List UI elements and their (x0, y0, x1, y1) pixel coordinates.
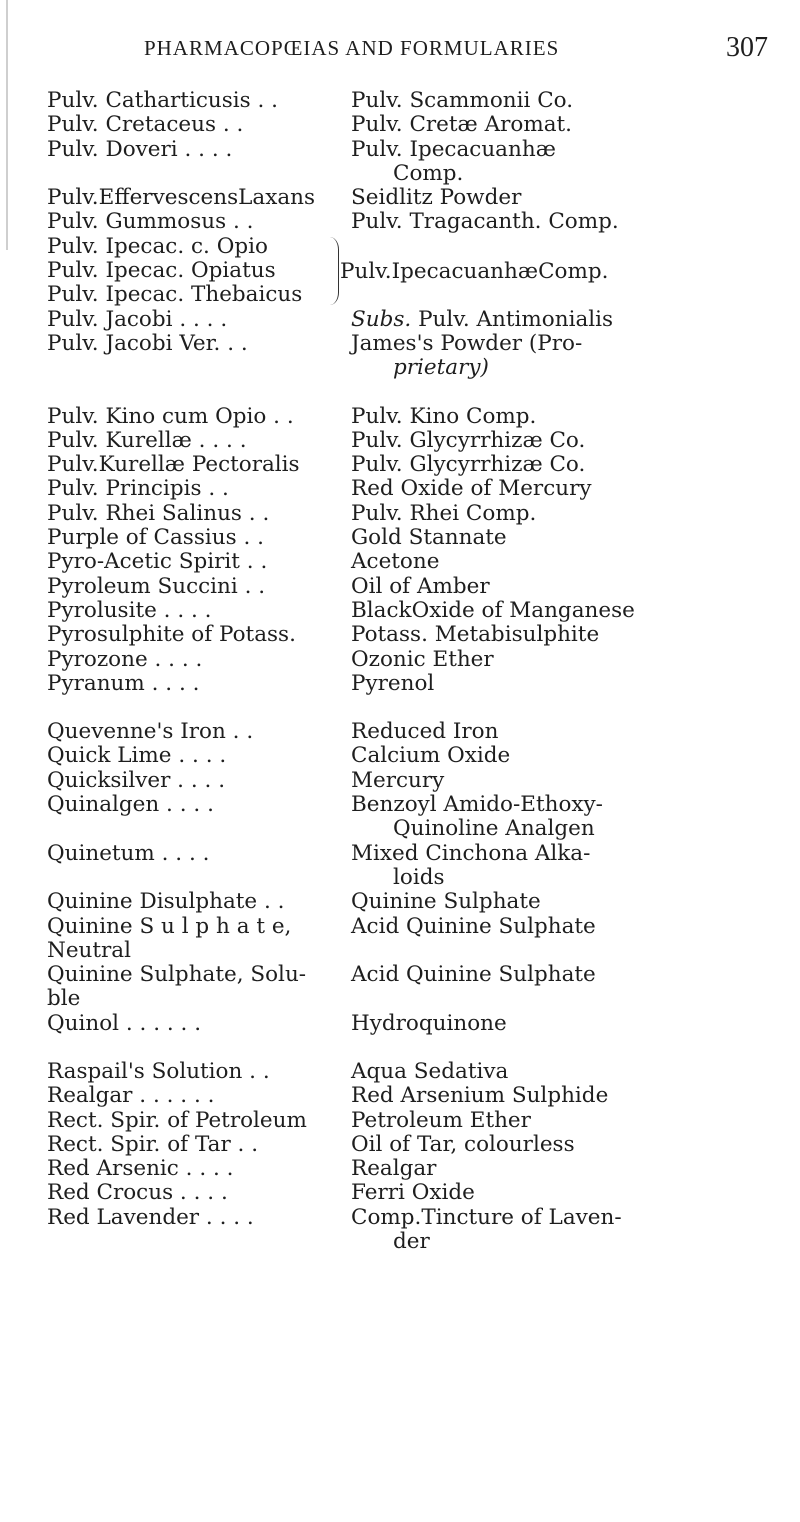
entry-equivalent: Petroleum Ether (351, 1107, 531, 1133)
entry-term: Pyrozone . . . . (47, 646, 203, 672)
entry-row (0, 1060, 800, 1084)
entry-equivalent: Pulv. Rhei Comp. (351, 500, 537, 526)
entry-equivalent: Pulv. Tragacanth. Comp. (351, 209, 619, 235)
entry-equivalent: Ferri Oxide (351, 1180, 475, 1206)
entry-term: Pyrolusite . . . . (47, 597, 212, 623)
page-header (60, 34, 772, 70)
entry-row (0, 599, 800, 623)
entry-equivalent: Reduced Iron (351, 719, 499, 745)
entry-equivalent: Gold Stannate (351, 525, 507, 551)
entry-equivalent-line: Pulv. Ipecacuanhæ (351, 136, 556, 162)
entry-term (0, 963, 351, 1012)
entry-equivalent: Acid Quinine Sulphate (351, 913, 596, 939)
entry-equivalent: Quinine Sulphate (351, 889, 541, 915)
entry-equivalent: Seidlitz Powder (351, 185, 522, 211)
entry-equivalent: Calcium Oxide (351, 743, 511, 769)
entry-equivalent: Realgar (351, 1156, 437, 1182)
entry-equivalent: Pulv. Glycyrrhizæ Co. (351, 452, 586, 478)
entry-term: Pyroleum Succini . . (47, 573, 266, 599)
entry-equivalent: Mercury (351, 767, 445, 793)
entry-term: Quevenne's Iron . . (47, 719, 254, 745)
entry-term: Pyranum . . . . (47, 670, 200, 696)
entry-row (0, 429, 800, 453)
entry-term: Pulv.Kurellæ Pectoralis (47, 452, 300, 478)
entry-row (0, 623, 800, 647)
entry-equivalent: Pulv. Glycyrrhizæ Co. (351, 427, 586, 453)
entry-term: Rect. Spir. of Tar . . (47, 1131, 259, 1157)
entry-term: Purple of Cassius . . (47, 525, 264, 551)
entry-term: Pulv.EffervescensLaxans (47, 185, 316, 211)
entry-term-line: Quinine Sulphate, Solu- (47, 962, 307, 988)
entry-equivalent (351, 138, 800, 187)
entry-term: Red Crocus . . . . (47, 1180, 228, 1206)
entry-row (0, 842, 800, 891)
entry-term: Pulv. Rhei Salinus . . (47, 500, 270, 526)
entry-term: Pulv. Jacobi . . . . (47, 306, 228, 332)
entry-row (0, 186, 800, 210)
entry-term: Red Arsenic . . . . (47, 1156, 234, 1182)
entry-row (0, 648, 800, 672)
entry-equivalent-line: James's Powder (Pro- (351, 330, 583, 356)
entry-term: Quinol . . . . . . (47, 1010, 202, 1036)
entry-row (0, 793, 800, 842)
entry-term: Pulv. Ipecac. Thebaicus (47, 282, 303, 308)
entry-equivalent (351, 842, 800, 891)
entry-row (0, 1109, 800, 1133)
entry-equivalent-line: Mixed Cinchona Alka- (351, 840, 591, 866)
entry-term: Realgar . . . . . . (47, 1083, 215, 1109)
entry-list (0, 89, 800, 1254)
entry-term: Raspail's Solution . . (47, 1058, 270, 1084)
entry-row (0, 963, 800, 1012)
entry-term (0, 915, 351, 964)
entry-equivalent (351, 308, 800, 332)
entry-equivalent-line: prietary) (393, 355, 489, 381)
entry-row (0, 502, 800, 526)
entry-equivalent: Red Arsenium Sulphide (351, 1083, 609, 1109)
entry-row (0, 477, 800, 501)
entry-row (0, 1206, 800, 1255)
entry-row (0, 308, 800, 332)
entry-term: Quicksilver . . . . (47, 767, 226, 793)
entry-term-line: ble (47, 986, 81, 1012)
entry-row (0, 138, 800, 187)
entry-equivalent: Ozonic Ether (351, 646, 494, 672)
entry-equivalent: BlackOxide of Manganese (351, 597, 635, 623)
entry-equivalent (351, 1206, 800, 1255)
entry-equivalent-line: Comp.Tincture of Laven- (351, 1204, 622, 1230)
entry-equivalent: Hydroquinone (351, 1010, 507, 1036)
entry-row (0, 1012, 800, 1036)
entry-row (0, 575, 800, 599)
entry-term: Pulv. Kino cum Opio . . (47, 403, 294, 429)
page-number: 307 (726, 32, 768, 63)
entry-equivalent: Red Oxide of Mercury (351, 476, 592, 502)
entry-equivalent: Aqua Sedativa (351, 1058, 509, 1084)
entry-equivalent: Pulv. Cretæ Aromat. (351, 112, 573, 138)
entry-row (0, 769, 800, 793)
entry-row (0, 915, 800, 964)
running-head: PHARMACOPŒIAS AND FORMULARIES (144, 36, 560, 60)
entry-equivalent: Pulv. Scammonii Co. (351, 88, 574, 113)
brace-symbol (330, 237, 339, 305)
entry-term: Quinalgen . . . . (47, 792, 214, 818)
entry-equivalent (351, 332, 800, 381)
subs-label: Subs. (351, 306, 412, 332)
entry-equivalent: Pyrenol (351, 670, 435, 696)
entry-term: Pulv. Ipecac. c. Opio (47, 233, 268, 259)
entry-row (0, 1133, 800, 1157)
entry-term: Quinine Disulphate . . (47, 889, 285, 915)
entry-equivalent: Oil of Tar, colourless (351, 1131, 575, 1157)
entry-row (0, 283, 800, 307)
entry-equivalent: Oil of Amber (351, 573, 490, 599)
entry-equivalent-line: Quinoline Analgen (393, 816, 595, 842)
entry-row (0, 332, 800, 381)
entry-equivalent-text: Pulv. Antimonialis (418, 306, 614, 332)
entry-term: Pulv. Gummosus . . (47, 209, 254, 235)
entry-term: Pulv. Doveri . . . . (47, 136, 233, 162)
entry-row (0, 405, 800, 429)
entry-row (0, 235, 800, 259)
entry-equivalent: Pulv. Kino Comp. (351, 403, 537, 429)
entry-term: Red Lavender . . . . (47, 1204, 254, 1230)
entry-row (0, 1157, 800, 1181)
entry-row (0, 550, 800, 574)
entry-term: Pulv. Catharticusis . . (47, 88, 278, 113)
entry-row (0, 672, 800, 696)
entry-equivalent: Acid Quinine Sulphate (351, 962, 596, 988)
entry-term: Pulv. Cretaceus . . (47, 112, 244, 138)
entry-term: Pyro-Acetic Spirit . . (47, 549, 268, 575)
entry-row (0, 210, 800, 234)
entry-equivalent-line: der (393, 1229, 430, 1255)
entry-term-line: Quinine S u l p h a t e, (47, 913, 292, 939)
entry-equivalent-line: loids (393, 864, 445, 890)
entry-equivalent (351, 793, 800, 842)
entry-row (0, 720, 800, 744)
entry-term: Pulv. Jacobi Ver. . . (47, 330, 248, 356)
entry-row (0, 89, 800, 113)
entry-equivalent: Potass. Metabisulphite (351, 622, 600, 648)
entry-row (0, 1084, 800, 1108)
bracket-group (0, 235, 800, 308)
entry-equivalent-line: Benzoyl Amido-Ethoxy- (351, 792, 603, 818)
entry-equivalent-line: Comp. (393, 160, 464, 186)
entry-row (0, 113, 800, 137)
entry-term: Pulv. Kurellæ . . . . (47, 427, 247, 453)
entry-term: Quick Lime . . . . (47, 743, 227, 769)
entry-equivalent: Pulv.IpecacuanhæComp. (340, 258, 609, 284)
entry-equivalent: Acetone (351, 549, 440, 575)
entry-row (0, 890, 800, 914)
entry-term-line: Neutral (47, 937, 131, 963)
entry-row (0, 526, 800, 550)
entry-term: Pulv. Principis . . (47, 476, 229, 502)
entry-term: Quinetum . . . . (47, 840, 210, 866)
entry-term: Pulv. Ipecac. Opiatus (47, 258, 276, 284)
entry-row (0, 453, 800, 477)
entry-row (0, 1181, 800, 1205)
entry-row (0, 744, 800, 768)
entry-term: Pyrosulphite of Potass. (47, 622, 296, 648)
entry-term: Rect. Spir. of Petroleum (47, 1107, 307, 1133)
